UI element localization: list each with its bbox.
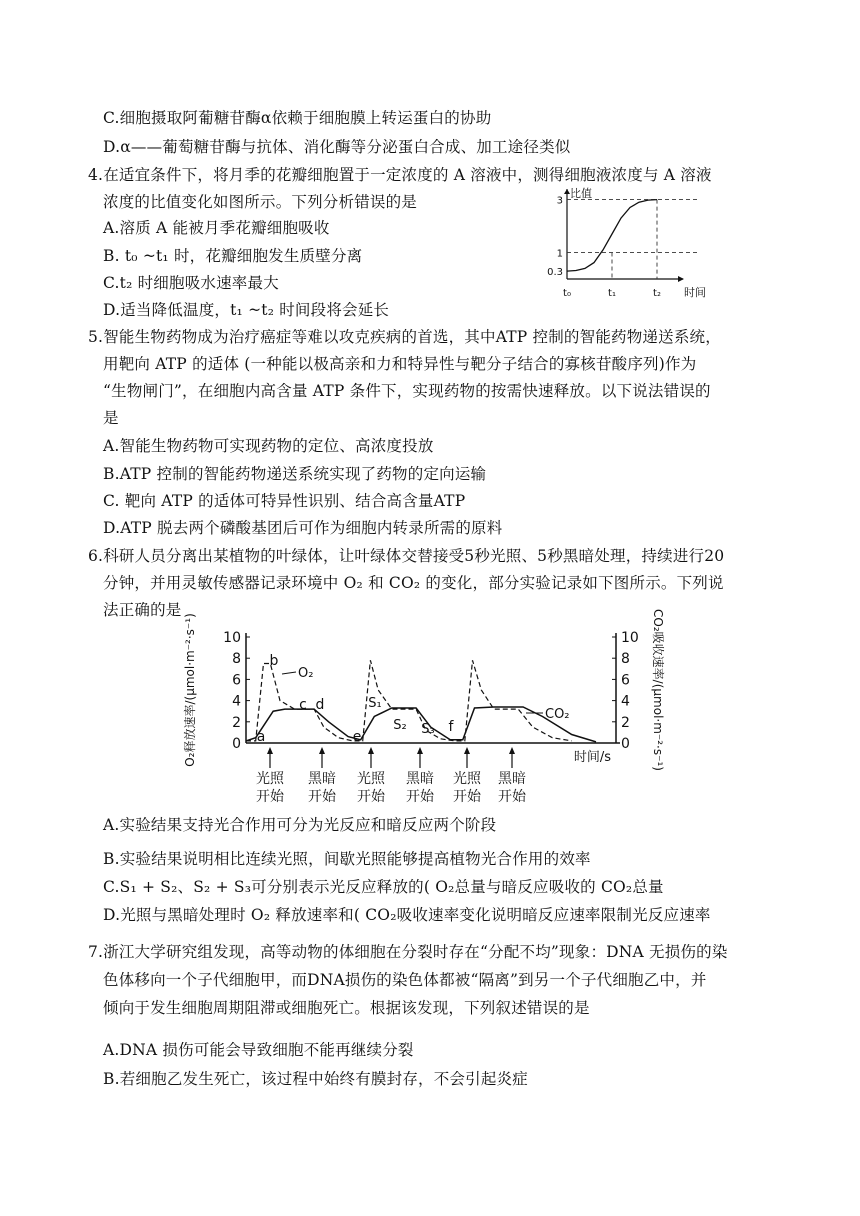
event-label: 黑暗: [406, 771, 434, 787]
q5-stem-2: 用靶向 ATP 的适体 (一种能以极高亲和力和特异性与靶分子结合的寡核苷酸序列)作为: [103, 355, 697, 373]
left-tick-label: 10: [223, 630, 241, 646]
x-axis-arrow: [678, 276, 684, 282]
q4-option-b: B. t₀ ~t₁ 时，花瓣细胞发生质壁分离: [103, 247, 363, 265]
option-c-prev: C.细胞摄取阿葡糖苷酶α依赖于细胞膜上转运蛋白的协助: [103, 109, 492, 127]
q5-option-c: C. 靶向 ATP 的适体可特异性识别、结合高含量ATP: [103, 492, 466, 510]
area-label: S₃: [421, 722, 435, 737]
q5-stem-1: 5.智能生物药物成为治疗癌症等难以攻克疾病的首选，其中ATP 控制的智能药物递送系统，: [88, 328, 721, 346]
area-label: S₂: [393, 718, 407, 733]
q6-stem-1: 6.科研人员分离出某植物的叶绿体，让叶绿体交替接受5秒光照、5秒黑暗处理，持续进行20: [88, 547, 725, 565]
right-tick-label: 0: [621, 736, 630, 752]
point-label-f: f: [448, 719, 454, 735]
point-label-a: a: [256, 729, 266, 745]
event-arrowhead: [417, 747, 423, 754]
q7-option-b: B.若细胞乙发生死亡，该过程中始终有膜封存，不会引起炎症: [103, 1070, 528, 1088]
right-tick-label: 10: [621, 630, 639, 646]
q7-stem-2: 色体移向一个子代细胞甲，而DNA损伤的染色体都被“隔离”到另一个子代细胞乙中，并: [103, 971, 707, 989]
q6-option-a: A.实验结果支持光合作用可分为光反应和暗反应两个阶段: [103, 816, 497, 834]
q5-stem-3: “生物闸门”，在细胞内高含量 ATP 条件下，实现药物的按需快速释放。以下说法错误的: [103, 382, 711, 400]
event-label: 光照: [357, 771, 385, 787]
q4-option-c: C.t₂ 时细胞吸水速率最大: [103, 274, 279, 292]
left-axis-label: O₂释放速率/(μmol·m⁻²·s⁻¹): [183, 613, 197, 767]
q6-option-d: D.光照与黑暗处理时 O₂ 释放速率和( CO₂吸收速率变化说明暗反应速率限制光反应速率: [103, 906, 711, 924]
event-label: 光照: [453, 771, 481, 787]
o2-leader: [282, 672, 296, 674]
event-label: 黑暗: [498, 771, 526, 787]
x-axis-label: 时间: [684, 286, 706, 299]
y-tick-label: 0.3: [547, 267, 563, 279]
q4-option-a: A.溶质 A 能被月季花瓣细胞吸收: [103, 219, 330, 237]
right-tick-label: 6: [621, 672, 630, 689]
event-label: 黑暗: [308, 771, 336, 787]
q7-option-a: A.DNA 损伤可能会导致细胞不能再继续分裂: [103, 1041, 414, 1059]
left-tick-label: 4: [232, 693, 241, 710]
event-label: 开始: [453, 789, 481, 805]
co2-series-label: CO₂: [545, 707, 570, 722]
q4-stem-1: 4.在适宜条件下，将月季的花瓣细胞置于一定浓度的 A 溶液中，测得细胞液浓度与 A 溶液: [88, 166, 712, 184]
q5-option-d: D.ATP 脱去两个磷酸基团后可作为细胞内转录所需的原料: [103, 519, 503, 537]
q4-option-d: D.适当降低温度，t₁ ~t₂ 时间段将会延长: [103, 301, 390, 319]
left-tick-label: 6: [232, 672, 241, 689]
point-label-b: b: [269, 653, 279, 669]
q6-option-c: C.S₁ + S₂、S₂ + S₃可分别表示光反应释放的( O₂总量与暗反应吸收的 CO₂总量: [103, 878, 664, 896]
x-tick-label: t₁: [608, 288, 616, 299]
q7-stem-3: 倾向于发生细胞周期阻滞或细胞死亡。根据该发现，下列叙述错误的是: [103, 999, 590, 1017]
event-label: 开始: [406, 789, 434, 805]
o2-co2-chart: [170, 609, 690, 810]
right-tick-label: 2: [621, 714, 630, 731]
event-arrowhead: [267, 747, 273, 754]
event-arrowhead: [319, 747, 325, 754]
left-tick-label: 8: [232, 651, 241, 668]
q5-stem-4: 是: [103, 409, 119, 427]
event-arrowhead: [509, 747, 515, 754]
y-axis-label: 比值: [570, 187, 592, 200]
q6-stem-2: 分钟，并用灵敏传感器记录环境中 O₂ 和 CO₂ 的变化，部分实验记录如下图所示。下列说: [103, 574, 724, 592]
left-tick-label: 0: [232, 736, 241, 752]
right-axis-label: CO₂吸收速率/(μmol·m⁻²·s⁻¹): [651, 609, 665, 771]
y-tick-label: 1: [556, 248, 563, 260]
q4-stem-2: 浓度的比值变化如图所示。下列分析错误的是: [103, 193, 418, 211]
event-arrowhead: [464, 747, 470, 754]
q6-stem-3: 法正确的是: [103, 601, 182, 619]
point-label-c: c: [299, 697, 307, 713]
q7-stem-1: 7.浙江大学研究组发现，高等动物的体细胞在分裂时存在“分配不均”现象：DNA 无损伤的染: [88, 943, 728, 961]
ratio-chart: [547, 183, 720, 303]
event-label: 开始: [308, 789, 336, 805]
event-label: 光照: [256, 771, 284, 787]
x-axis-label: 时间/s: [573, 750, 611, 765]
q5-option-a: A.智能生物药物可实现药物的定位、高浓度投放: [103, 437, 434, 455]
right-tick-label: 4: [621, 693, 630, 710]
event-label: 开始: [256, 789, 284, 805]
option-d-prev: D.α——葡萄糖苷酶与抗体、消化酶等分泌蛋白合成、加工途径类似: [103, 138, 571, 156]
o2-series-label: O₂: [298, 666, 314, 681]
y-tick-label: 3: [556, 195, 563, 207]
x-tick-label: t₀: [563, 288, 571, 299]
area-label: S₁: [368, 696, 382, 711]
x-tick-label: t₂: [653, 288, 661, 299]
event-label: 开始: [357, 789, 385, 805]
point-label-e: e: [352, 729, 362, 745]
right-tick-label: 8: [621, 651, 630, 668]
left-tick-label: 2: [232, 714, 241, 731]
point-label-d: d: [315, 697, 325, 713]
q6-option-b: B.实验结果说明相比连续光照，间歇光照能够提高植物光合作用的效率: [103, 850, 591, 868]
event-label: 开始: [498, 789, 526, 805]
event-arrowhead: [368, 747, 374, 754]
q5-option-b: B.ATP 控制的智能药物递送系统实现了药物的定向运输: [103, 465, 487, 483]
